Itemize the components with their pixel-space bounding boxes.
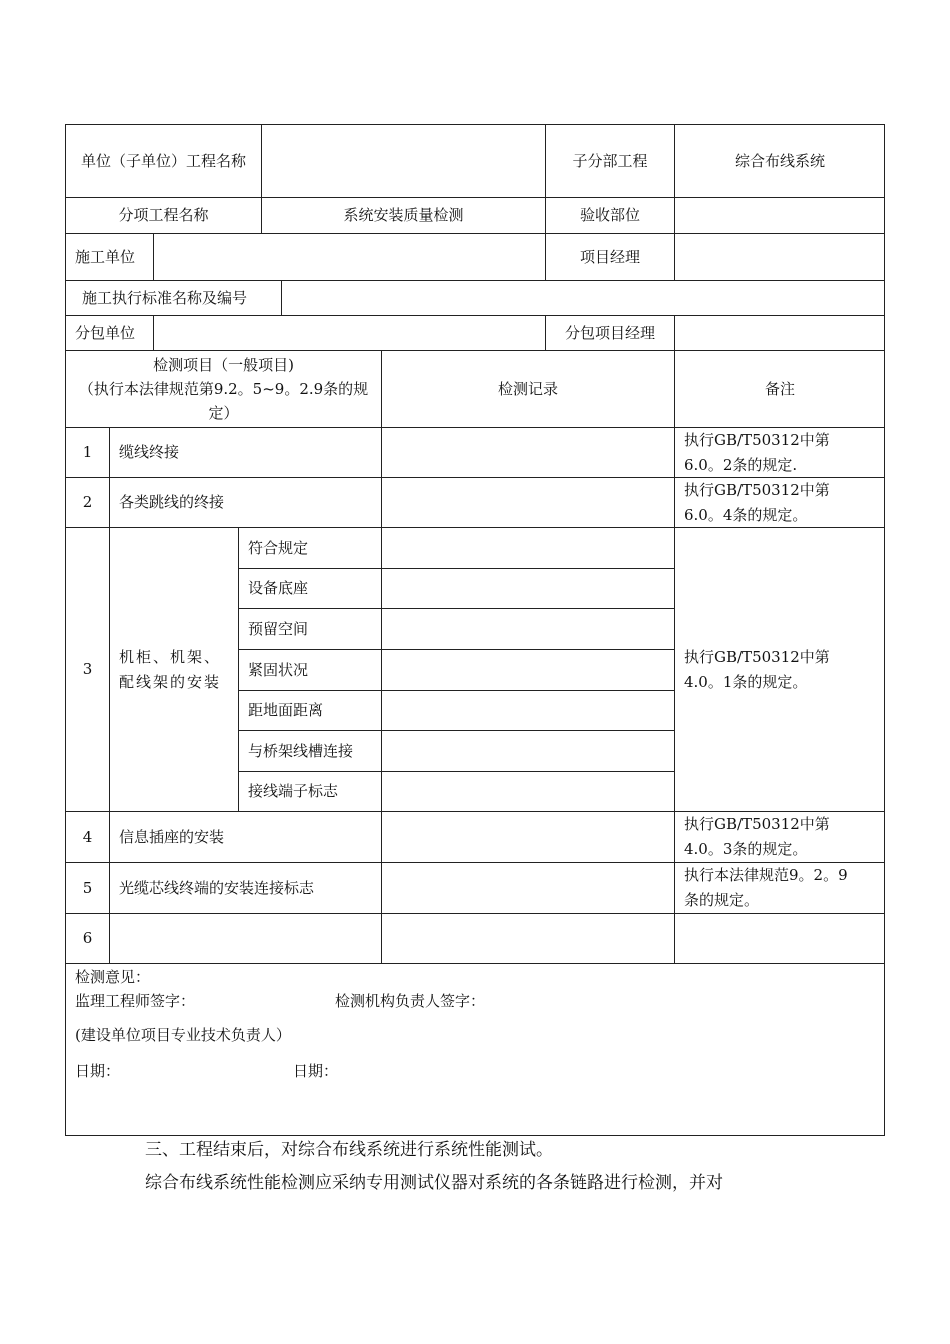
row-number: 4 — [65, 811, 109, 862]
sub-item-value[interactable]: 系统安装质量检测 — [261, 197, 545, 233]
project-manager-value[interactable] — [674, 233, 885, 280]
subitem-label: 设备底座 — [238, 568, 381, 608]
row-remark: 执行GB/T50312中第 4.0。1条的规定。 — [674, 527, 885, 811]
subitem-label: 与桥架线槽连接 — [238, 730, 381, 771]
row-number: 1 — [65, 427, 109, 477]
paragraph-1: 三、工程结束后，对综合布线系统进行系统性能测试。 — [145, 1140, 553, 1160]
row-record[interactable] — [381, 913, 674, 963]
subitem-record[interactable] — [381, 649, 674, 690]
row-item: 缆线终接 — [109, 427, 381, 477]
row-number: 3 — [65, 527, 109, 811]
opinion-label: 检测意见： — [75, 968, 151, 986]
row-item: 机柜、机架、配线架的安装 — [109, 527, 238, 811]
sub-pm-label: 分包项目经理 — [545, 315, 674, 350]
row-item: 光缆芯线终端的安装连接标志 — [109, 862, 381, 913]
agency-signature-label: 检测机构负责人签字： — [335, 992, 486, 1010]
sub-pm-value[interactable] — [674, 315, 885, 350]
subitem-label: 接线端子标志 — [238, 771, 381, 811]
sub-division-label: 子分部工程 — [545, 124, 674, 197]
record-column-header: 检测记录 — [381, 350, 674, 427]
subitem-label: 紧固状况 — [238, 649, 381, 690]
project-manager-label: 项目经理 — [545, 233, 674, 280]
subitem-record[interactable] — [381, 608, 674, 649]
row-record[interactable] — [381, 811, 674, 862]
subitem-label: 距地面距离 — [238, 690, 381, 730]
row-record[interactable] — [381, 427, 674, 477]
subitem-record[interactable] — [381, 568, 674, 608]
standard-value[interactable] — [281, 280, 885, 315]
row-number: 5 — [65, 862, 109, 913]
row-remark: 执行本法律规范9。2。9 条的规定。 — [674, 862, 885, 913]
standard-label: 施工执行标准名称及编号 — [65, 280, 281, 315]
construction-unit-label: 施工单位 — [65, 233, 153, 280]
inspection-opinion[interactable] — [65, 963, 885, 1136]
row-item: 信息插座的安装 — [109, 811, 381, 862]
subitem-label: 符合规定 — [238, 527, 381, 568]
acceptance-part-value[interactable] — [674, 197, 885, 233]
date-label-right: 日期： — [293, 1062, 339, 1080]
item-column-header: 检测项目（一般项目) （执行本法律规范第9.2。5~9。2.9条的规定） — [65, 350, 381, 427]
row-remark: 执行GB/T50312中第 4.0。3条的规定。 — [674, 811, 885, 862]
row-number: 6 — [65, 913, 109, 963]
remark-column-header: 备注 — [674, 350, 885, 427]
unit-project-label: 单位（子单位）工程名称 — [65, 124, 261, 197]
subitem-label: 预留空间 — [238, 608, 381, 649]
date-label-left: 日期： — [75, 1062, 121, 1080]
paragraph-2: 综合布线系统性能检测应采纳专用测试仪器对系统的各条链路进行检测，并对 — [145, 1173, 723, 1193]
row-remark: 执行GB/T50312中第 6.0。2条的规定. — [674, 427, 885, 477]
subcontractor-value[interactable] — [153, 315, 545, 350]
subitem-record[interactable] — [381, 730, 674, 771]
subitem-record[interactable] — [381, 690, 674, 730]
unit-project-value[interactable] — [261, 124, 545, 197]
row-item: 各类跳线的终接 — [109, 477, 381, 527]
row-remark: 执行GB/T50312中第 6.0。4条的规定。 — [674, 477, 885, 527]
acceptance-part-label: 验收部位 — [545, 197, 674, 233]
subitem-record[interactable] — [381, 771, 674, 811]
row-item[interactable] — [109, 913, 381, 963]
row-record[interactable] — [381, 862, 674, 913]
supervisor-signature-label: 监理工程师签字： — [75, 992, 196, 1010]
row-number: 2 — [65, 477, 109, 527]
row-record[interactable] — [381, 477, 674, 527]
sub-division-value[interactable]: 综合布线系统 — [674, 124, 885, 197]
sub-item-label: 分项工程名称 — [65, 197, 261, 233]
subcontractor-label: 分包单位 — [65, 315, 153, 350]
subitem-record[interactable] — [381, 527, 674, 568]
construction-unit-value[interactable] — [153, 233, 545, 280]
row-remark[interactable] — [674, 913, 885, 963]
builder-note: (建设单位项目专业技术负责人） — [75, 1026, 291, 1044]
